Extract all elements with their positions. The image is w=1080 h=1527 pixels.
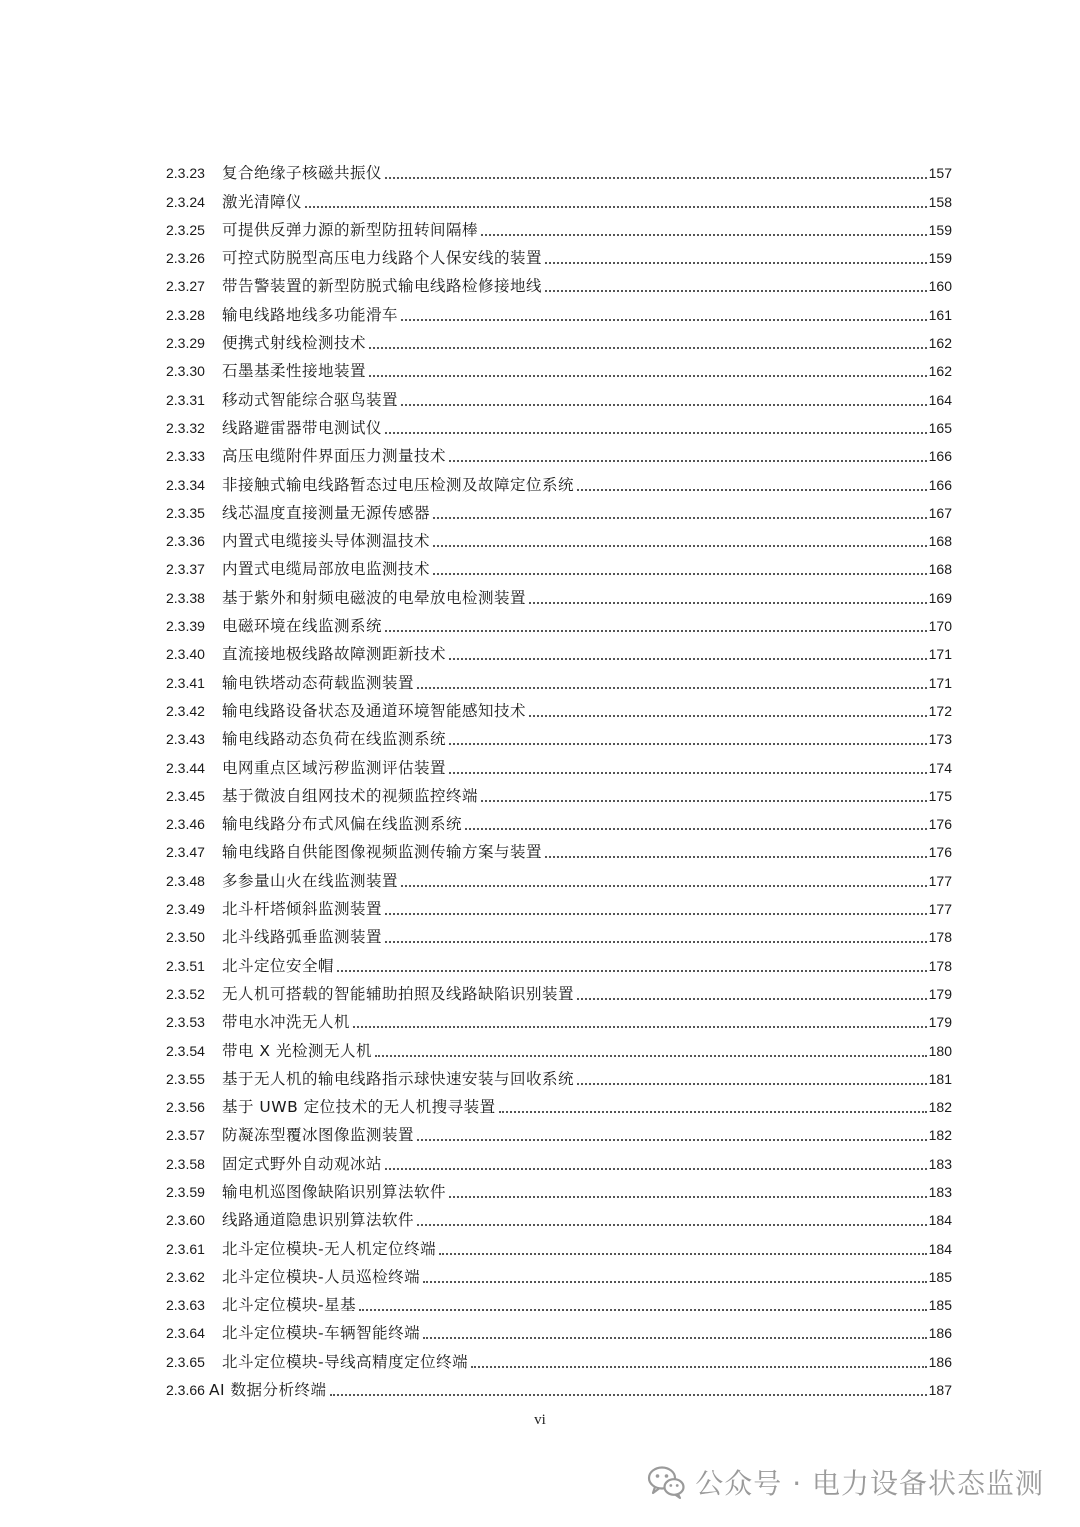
dot-leader	[529, 714, 927, 717]
toc-entry-number: 2.3.60	[166, 1212, 205, 1229]
dot-leader	[417, 1138, 927, 1141]
toc-entry[interactable]	[166, 834, 952, 862]
toc-entry-page: 167	[928, 504, 952, 521]
dot-leader	[423, 1280, 927, 1283]
toc-entry[interactable]	[166, 183, 952, 211]
toc-entry-title: 无人机可搭载的智能辅助拍照及线路缺陷识别装置	[222, 984, 575, 1003]
toc-entry[interactable]	[166, 749, 952, 777]
toc-entry-number: 2.3.41	[166, 674, 205, 691]
toc-entry-title: 北斗定位模块-车辆智能终端	[222, 1324, 421, 1343]
dot-leader	[449, 742, 927, 745]
toc-entry-page: 178	[928, 929, 952, 946]
toc-entry[interactable]	[166, 976, 952, 1004]
toc-entry-number: 2.3.43	[166, 731, 205, 748]
toc-entry-page: 171	[928, 674, 952, 691]
dot-leader	[375, 1054, 927, 1057]
toc-entry-title: 北斗定位模块-人员巡检终端	[222, 1267, 421, 1286]
toc-entry[interactable]	[166, 1174, 952, 1202]
toc-entry-number: 2.3.36	[166, 533, 205, 550]
toc-entry-title: 带告警装置的新型防脱式输电线路检修接地线	[222, 277, 543, 296]
toc-entry-title: 复合绝缘子核磁共振仪	[222, 164, 383, 183]
toc-entry-number: 2.3.48	[166, 872, 205, 889]
dot-leader	[481, 799, 927, 802]
toc-entry-page: 176	[928, 816, 952, 833]
toc-entry-page: 185	[928, 1268, 952, 1285]
toc-entry-number: 2.3.66	[166, 1382, 205, 1399]
toc-entry[interactable]	[166, 778, 952, 806]
toc-entry[interactable]	[166, 1343, 952, 1371]
toc-entry-number: 2.3.65	[166, 1353, 205, 1370]
toc-entry[interactable]	[166, 693, 952, 721]
toc-entry-number: 2.3.24	[166, 193, 205, 210]
toc-entry-number: 2.3.23	[166, 165, 205, 182]
toc-entry-title: 带电水冲洗无人机	[222, 1013, 351, 1032]
toc-entry-page: 183	[928, 1155, 952, 1172]
toc-entry-title: 电磁环境在线监测系统	[222, 617, 383, 636]
page-number: vi	[534, 1412, 546, 1428]
dot-leader	[401, 318, 927, 321]
toc-entry-page: 171	[928, 646, 952, 663]
watermark	[647, 1462, 1044, 1502]
toc-entry-page: 180	[928, 1042, 952, 1059]
toc-entry-number: 2.3.54	[166, 1042, 205, 1059]
toc-entry[interactable]	[166, 155, 952, 183]
toc-entry-title: 移动式智能综合驱鸟装置	[222, 390, 399, 409]
toc-entry-title: 线路通道隐患识别算法软件	[222, 1211, 415, 1230]
toc-entry-page: 174	[928, 759, 952, 776]
toc-entry[interactable]	[166, 381, 952, 409]
dot-leader	[449, 657, 927, 660]
toc-entry-page: 164	[928, 391, 952, 408]
toc-entry-number: 2.3.37	[166, 561, 205, 578]
toc-entry-number: 2.3.59	[166, 1183, 205, 1200]
dot-leader	[417, 1223, 927, 1226]
toc-entry-number: 2.3.61	[166, 1240, 205, 1257]
toc-entry-page: 182	[928, 1127, 952, 1144]
toc-entry-title: 基于微波自组网技术的视频监控终端	[222, 786, 479, 805]
toc-entry-title: 内置式电缆局部放电监测技术	[222, 560, 431, 579]
toc-entry[interactable]	[166, 551, 952, 579]
toc-entry-number: 2.3.58	[166, 1155, 205, 1172]
dot-leader	[353, 1025, 927, 1028]
toc-entry[interactable]	[166, 806, 952, 834]
dot-leader	[545, 289, 927, 292]
toc-entry-title: 输电线路动态负荷在线监测系统	[222, 730, 447, 749]
toc-entry-number: 2.3.35	[166, 504, 205, 521]
toc-entry-page: 157	[928, 165, 952, 182]
toc-entry-number: 2.3.33	[166, 448, 205, 465]
toc-entry-title: 基于紫外和射频电磁波的电晕放电检测装置	[222, 588, 527, 607]
dot-leader	[359, 1308, 927, 1311]
wechat-icon	[647, 1465, 685, 1499]
dot-leader	[471, 1365, 927, 1368]
toc-entry-title: 直流接地极线路故障测距新技术	[222, 645, 447, 664]
toc-entry-title: 带电 X 光检测无人机	[222, 1041, 372, 1060]
toc-entry-title: 固定式野外自动观冰站	[222, 1154, 383, 1173]
toc-entry[interactable]	[166, 947, 952, 975]
toc-entry-page: 162	[928, 363, 952, 380]
toc-entry-number: 2.3.62	[166, 1268, 205, 1285]
dot-leader	[385, 1167, 927, 1170]
toc-entry-title: 防凝冻型覆冰图像监测装置	[222, 1126, 415, 1145]
toc-entry-title: 可提供反弹力源的新型防扭转间隔棒	[222, 220, 479, 239]
toc-entry-title: 输电线路自供能图像视频监测传输方案与装置	[222, 843, 543, 862]
dot-leader	[481, 233, 927, 236]
toc-entry[interactable]	[166, 636, 952, 664]
dot-leader	[385, 431, 927, 434]
dot-leader	[337, 969, 927, 972]
toc-entry-page: 161	[928, 306, 952, 323]
toc-entry-page: 172	[928, 702, 952, 719]
toc-entry-page: 160	[928, 278, 952, 295]
toc-entry-number: 2.3.63	[166, 1297, 205, 1314]
toc-entry-title: 北斗线路弧垂监测装置	[222, 928, 383, 947]
toc-entry-title: 输电线路分布式风偏在线监测系统	[222, 815, 463, 834]
toc-entry-title: 线芯温度直接测量无源传感器	[222, 503, 431, 522]
toc-entry[interactable]	[166, 1145, 952, 1173]
dot-leader	[465, 827, 927, 830]
toc-entry[interactable]	[166, 891, 952, 919]
dot-leader	[577, 1082, 927, 1085]
toc-entry-page: 184	[928, 1240, 952, 1257]
toc-entry-number: 2.3.53	[166, 1014, 205, 1031]
dot-leader	[577, 997, 927, 1000]
dot-leader	[545, 261, 927, 264]
toc-entry[interactable]	[166, 325, 952, 353]
toc-entry-number: 2.3.26	[166, 250, 205, 267]
toc-entry-title: 内置式电缆接头导体测温技术	[222, 532, 431, 551]
toc-entry-number: 2.3.31	[166, 391, 205, 408]
toc-entry-page: 158	[928, 193, 952, 210]
dot-leader	[385, 176, 927, 179]
toc-entry-number: 2.3.44	[166, 759, 205, 776]
dot-leader	[433, 516, 927, 519]
toc-entry[interactable]	[166, 1061, 952, 1089]
toc-entry-title: 输电线路设备状态及通道环境智能感知技术	[222, 701, 527, 720]
toc-entry-number: 2.3.55	[166, 1070, 205, 1087]
toc-entry[interactable]	[166, 579, 952, 607]
toc-entry[interactable]	[166, 438, 952, 466]
dot-leader	[401, 403, 927, 406]
toc-entry-number: 2.3.28	[166, 306, 205, 323]
toc-entry-title: 北斗杆塔倾斜监测装置	[222, 900, 383, 919]
toc-entry[interactable]	[166, 1117, 952, 1145]
toc-entry-page: 184	[928, 1212, 952, 1229]
toc-entry-title: 非接触式输电线路暂态过电压检测及故障定位系统	[222, 475, 575, 494]
toc-entry-title: 线路避雷器带电测试仪	[222, 418, 383, 437]
toc-entry[interactable]	[166, 212, 952, 240]
toc-entry-number: 2.3.25	[166, 221, 205, 238]
dot-leader	[449, 1195, 927, 1198]
toc-entry-title: 北斗定位模块-导线高精度定位终端	[222, 1352, 469, 1371]
toc-entry-number: 2.3.29	[166, 335, 205, 352]
toc-entry-title: 电网重点区域污秽监测评估装置	[222, 758, 447, 777]
toc-entry-page: 159	[928, 250, 952, 267]
dot-leader	[439, 1252, 927, 1255]
toc-entry-page: 179	[928, 1014, 952, 1031]
toc-entry-page: 162	[928, 335, 952, 352]
toc-entry-number: 2.3.51	[166, 957, 205, 974]
toc-entry-page: 166	[928, 476, 952, 493]
toc-entry-page: 181	[928, 1070, 952, 1087]
toc-entry-page: 187	[928, 1382, 952, 1399]
toc-entry-title: AI 数据分析终端	[208, 1381, 327, 1400]
toc-entry-page: 170	[928, 618, 952, 635]
toc-entry[interactable]	[166, 1372, 952, 1400]
toc-entry-number: 2.3.64	[166, 1325, 205, 1342]
toc-entry-title: 北斗定位模块-无人机定位终端	[222, 1239, 437, 1258]
toc-entry[interactable]	[166, 1315, 952, 1343]
toc-entry-number: 2.3.42	[166, 702, 205, 719]
toc-entry[interactable]	[166, 608, 952, 636]
toc-entry-title: 输电铁塔动态荷载监测装置	[222, 673, 415, 692]
toc-entry[interactable]	[166, 495, 952, 523]
dot-leader	[330, 1393, 927, 1396]
toc-entry-page: 178	[928, 957, 952, 974]
toc-entry[interactable]	[166, 1032, 952, 1060]
toc-entry-page: 179	[928, 985, 952, 1002]
toc-entry[interactable]	[166, 1287, 952, 1315]
toc-entry-title: 北斗定位安全帽	[222, 956, 335, 975]
toc-entry[interactable]	[166, 664, 952, 692]
toc-entry-number: 2.3.27	[166, 278, 205, 295]
dot-leader	[417, 686, 927, 689]
dot-leader	[545, 855, 927, 858]
toc-entry[interactable]	[166, 240, 952, 268]
toc-entry[interactable]	[166, 1004, 952, 1032]
toc-entry-page: 165	[928, 419, 952, 436]
toc-entry-page: 182	[928, 1099, 952, 1116]
toc-entry-number: 2.3.34	[166, 476, 205, 493]
toc-entry[interactable]	[166, 1259, 952, 1287]
toc-entry-page: 183	[928, 1183, 952, 1200]
toc-entry-title: 北斗定位模块-星基	[222, 1296, 357, 1315]
toc-entry-number: 2.3.56	[166, 1099, 205, 1116]
toc-entry-title: 多参量山火在线监测装置	[222, 871, 399, 890]
toc-entry-page: 186	[928, 1325, 952, 1342]
toc-entry-number: 2.3.52	[166, 985, 205, 1002]
dot-leader	[577, 488, 927, 491]
watermark-text: 公众号 · 电力设备状态监测	[695, 1467, 1044, 1500]
dot-leader	[385, 629, 927, 632]
toc-entry-title: 石墨基柔性接地装置	[222, 362, 367, 381]
toc-entry-page: 166	[928, 448, 952, 465]
toc-entry-title: 便携式射线检测技术	[222, 334, 367, 353]
toc-entry-page: 186	[928, 1353, 952, 1370]
dot-leader	[449, 459, 927, 462]
toc-entry[interactable]	[166, 296, 952, 324]
toc-entry-number: 2.3.30	[166, 363, 205, 380]
toc-entry-page: 168	[928, 561, 952, 578]
dot-leader	[369, 346, 927, 349]
dot-leader	[433, 544, 927, 547]
dot-leader	[305, 205, 927, 208]
toc-entry-number: 2.3.39	[166, 618, 205, 635]
toc-entry[interactable]	[166, 1230, 952, 1258]
dot-leader	[449, 771, 927, 774]
toc-entry[interactable]	[166, 721, 952, 749]
toc-entry-title: 基于无人机的输电线路指示球快速安装与回收系统	[222, 1069, 575, 1088]
toc-entry-page: 177	[928, 901, 952, 918]
toc-entry-number: 2.3.49	[166, 901, 205, 918]
toc-entry-number: 2.3.50	[166, 929, 205, 946]
toc-entry-number: 2.3.40	[166, 646, 205, 663]
toc-entry[interactable]	[166, 410, 952, 438]
dot-leader	[529, 601, 927, 604]
toc-entry-title: 输电线路地线多功能滑车	[222, 305, 399, 324]
toc-entry-title: 高压电缆附件界面压力测量技术	[222, 447, 447, 466]
dot-leader	[401, 884, 927, 887]
toc-entry-title: 输电机巡图像缺陷识别算法软件	[222, 1182, 447, 1201]
toc-entry-page: 176	[928, 844, 952, 861]
toc-entry-page: 177	[928, 872, 952, 889]
dot-leader	[369, 374, 927, 377]
toc-entry[interactable]	[166, 1089, 952, 1117]
toc-entry-page: 175	[928, 787, 952, 804]
toc-entry-number: 2.3.57	[166, 1127, 205, 1144]
dot-leader	[499, 1110, 927, 1113]
toc-entry-title: 激光清障仪	[222, 192, 303, 211]
dot-leader	[385, 912, 927, 915]
toc-entry-page: 159	[928, 221, 952, 238]
dot-leader	[423, 1336, 927, 1339]
toc-entry-number: 2.3.38	[166, 589, 205, 606]
toc-entry[interactable]	[166, 466, 952, 494]
toc-entry[interactable]	[166, 919, 952, 947]
toc-entry-page: 173	[928, 731, 952, 748]
toc-entry-page: 185	[928, 1297, 952, 1314]
dot-leader	[433, 572, 927, 575]
toc-entry[interactable]	[166, 268, 952, 296]
toc-entry[interactable]	[166, 353, 952, 381]
toc-entry-number: 2.3.32	[166, 419, 205, 436]
toc-entry-title: 基于 UWB 定位技术的无人机搜寻装置	[222, 1098, 496, 1117]
table-of-contents	[166, 155, 952, 1400]
dot-leader	[385, 940, 927, 943]
toc-entry-title: 可控式防脱型高压电力线路个人保安线的装置	[222, 249, 543, 268]
toc-entry-number: 2.3.47	[166, 844, 205, 861]
toc-entry[interactable]	[166, 523, 952, 551]
toc-entry-page: 168	[928, 533, 952, 550]
toc-entry-number: 2.3.46	[166, 816, 205, 833]
toc-entry-number: 2.3.45	[166, 787, 205, 804]
toc-entry[interactable]	[166, 1202, 952, 1230]
toc-entry-page: 169	[928, 589, 952, 606]
toc-entry[interactable]	[166, 862, 952, 890]
